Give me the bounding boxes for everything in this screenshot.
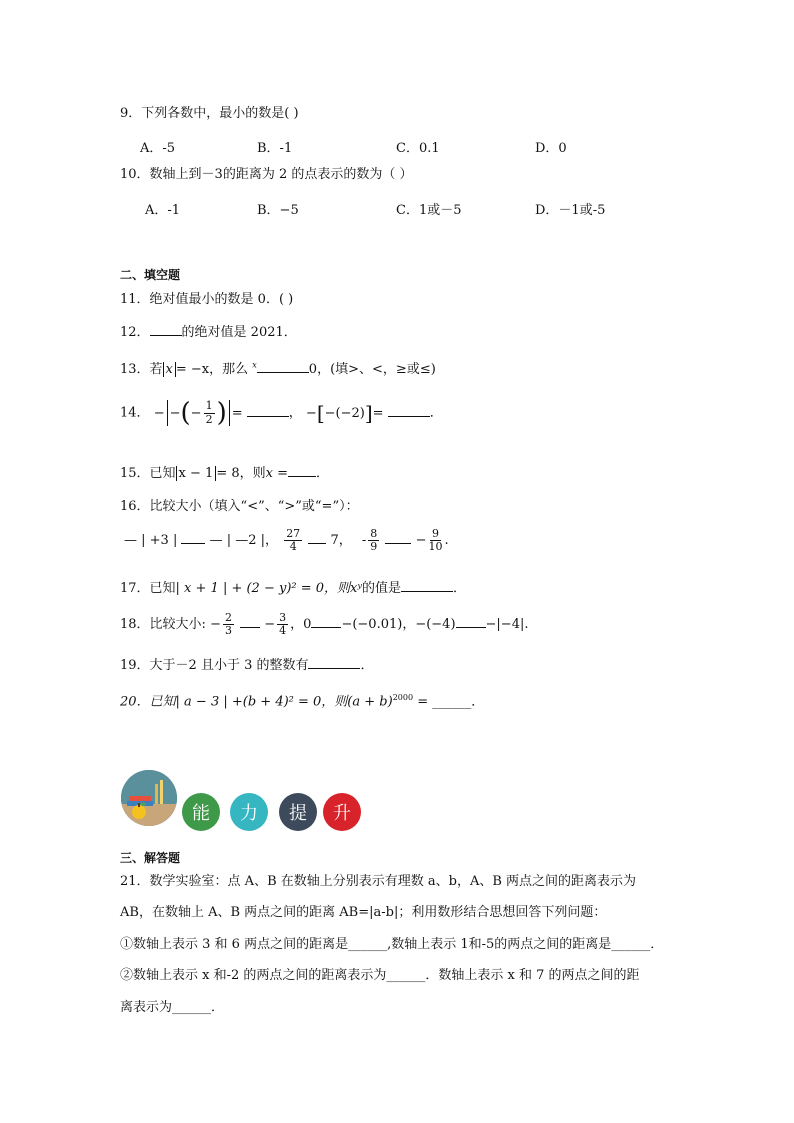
question-16-items: — | +3 | — | —2 |， $\frac{27}{4}$ 7， - $\frac{8}{9}$ − $\frac{9}{10}$ . [124, 527, 449, 554]
q13-num: 13．若 [120, 362, 163, 377]
q16-item-3: 7， [330, 533, 352, 549]
badge-li: 力 [230, 793, 268, 831]
question-15 [120, 464, 329, 480]
q16-blank-3[interactable] [385, 531, 411, 544]
q13-var: x [252, 360, 257, 370]
q18-part2: ，0 [290, 617, 312, 633]
q19-blank[interactable] [308, 656, 360, 669]
books-apple-icon [121, 770, 177, 826]
question-18 [120, 612, 528, 637]
q13-blank[interactable] [257, 360, 309, 373]
q18-minus-1: − [210, 617, 221, 633]
q10-option-d: D．－1或-5 [535, 203, 606, 218]
question-17: 17．已知| x + 1 | + (2 − y)² = 0，则xʸ的值是 ． [120, 581, 467, 596]
q17-xy: xʸ [350, 581, 362, 596]
q18-num: 18．比较大小: [120, 617, 206, 633]
q18-part4: −|−4|. [485, 617, 529, 633]
q18-blank-1[interactable] [240, 615, 260, 628]
q19-tail: ． [360, 658, 374, 673]
q19-text: 19．大于－2 且小于 3 的整数有 [120, 658, 309, 673]
q18-frac2-den: 4 [279, 624, 287, 638]
q17-num: 17．已知 [120, 581, 176, 596]
section-answer-title: 三、解答题 [120, 851, 181, 865]
q16-frac2-num: 8 [370, 527, 378, 540]
question-20 [120, 694, 484, 708]
q12-blank[interactable] [150, 323, 182, 336]
q17-tail: 的值是 [362, 581, 402, 596]
q15-abs: x − 1 [176, 466, 217, 481]
q12-text: 的绝对值是 2021． [181, 325, 297, 340]
q12-num: 12． [120, 325, 150, 340]
q16-blank-1[interactable] [181, 531, 205, 544]
q14-blank-2[interactable] [388, 404, 430, 417]
question-11: 11．绝对值最小的数是 0．( ) [120, 292, 294, 307]
q20-exp: 2000 [392, 693, 414, 702]
classroom-logo [121, 770, 177, 826]
q13-abs-x: x [163, 362, 176, 377]
badge-ti: 提 [279, 793, 317, 831]
q20-text: 20．已知| a − 3 | +(b + 4)² = 0，则(a + b) [120, 694, 393, 710]
q21-line-5: 离表示为______． [120, 1000, 225, 1015]
q18-frac2-num: 3 [279, 611, 287, 624]
q10-option-a: A．-1 [145, 203, 181, 218]
q9-option-b: B．-1 [257, 141, 293, 156]
q16-item-1: — | +3 | [124, 533, 178, 549]
q14-num: 14． [120, 405, 150, 421]
q14-blank-1[interactable] [247, 404, 289, 417]
q21-line-3: ①数轴上表示 3 和 6 两点之间的距离是______,数轴上表示 1和-5的两点之间的距离是______． [120, 937, 664, 952]
q15-num: 15．已知 [120, 466, 176, 481]
q16-frac1-den: 4 [289, 540, 297, 554]
q15-blank[interactable] [288, 464, 316, 477]
question-10: 10．数轴上到－3的距离为 2 的点表示的数为（ ） [120, 167, 413, 182]
q15-tail: ． [315, 466, 329, 481]
q9-option-c: C．0.1 [396, 141, 440, 156]
q16-blank-2[interactable] [308, 531, 326, 544]
q18-frac1-den: 3 [224, 624, 232, 638]
q16-frac1-num: 27 [286, 527, 301, 540]
badge-sheng: 升 [323, 793, 361, 831]
q16-frac3-den: 10 [428, 540, 443, 554]
section-fill-in-title: 二、填空题 [120, 268, 181, 282]
q9-option-a: A．-5 [140, 141, 176, 156]
q15-mid: = 8，则 [216, 466, 266, 481]
q10-option-c: C．1或－5 [396, 203, 462, 218]
question-13 [120, 360, 436, 376]
badge-neng: 能 [182, 793, 220, 831]
q21-line-2: AB，在数轴上 A、B 两点之间的距离 AB=|a-b|；利用数形结合思想回答下列问题： [120, 905, 607, 920]
question-16: 16．比较大小（填入“<”、“>”或“=”）： [120, 499, 359, 514]
q17-blank[interactable] [401, 579, 453, 592]
q9-option-d: D．0 [535, 141, 567, 156]
q18-blank-2[interactable] [311, 615, 341, 628]
question-9: 9．下列各数中，最小的数是( ) [120, 106, 299, 121]
question-14: 14． − −(− $\frac{1}{2}$ ) = ， −[−(−2)]= ． [120, 398, 443, 428]
q16-frac2-den: 9 [370, 540, 378, 554]
q18-part3: −(−0.01)，−(−4) [341, 617, 456, 633]
q18-minus-2: − [264, 617, 276, 633]
q18-frac1-num: 2 [224, 611, 232, 624]
q20-tail: = ______． [417, 694, 485, 710]
q14-tail: ． [429, 405, 443, 421]
q18-blank-3[interactable] [456, 615, 486, 628]
q13-tail: 0，(填>、<，≥或≤) [308, 362, 436, 377]
q14-expr2: −[−(−2)]= [305, 401, 384, 425]
q15-var: x = [265, 466, 288, 481]
q10-option-b: B．−5 [257, 203, 299, 218]
question-19 [120, 656, 374, 672]
q13-mid: = −x，那么 [175, 362, 249, 377]
q14-expr1: − −(− $\frac{1}{2}$ ) = [153, 398, 243, 428]
question-12 [120, 323, 297, 339]
q16-frac3-num: 9 [431, 527, 439, 540]
q17-expr: | x + 1 | + (2 − y)² = 0，则 [175, 581, 351, 596]
q16-item-2: — | —2 |， [209, 533, 279, 549]
q21-line-1: 21．数学实验室：点 A、B 在数轴上分别表示有理数 a、b，A、B 两点之间的距离表示为 [120, 874, 637, 889]
q21-line-4: ②数轴上表示 x 和-2 的两点之间的距离表示为______．数轴上表示 x 和 7 的两点之间的距 [120, 968, 640, 983]
